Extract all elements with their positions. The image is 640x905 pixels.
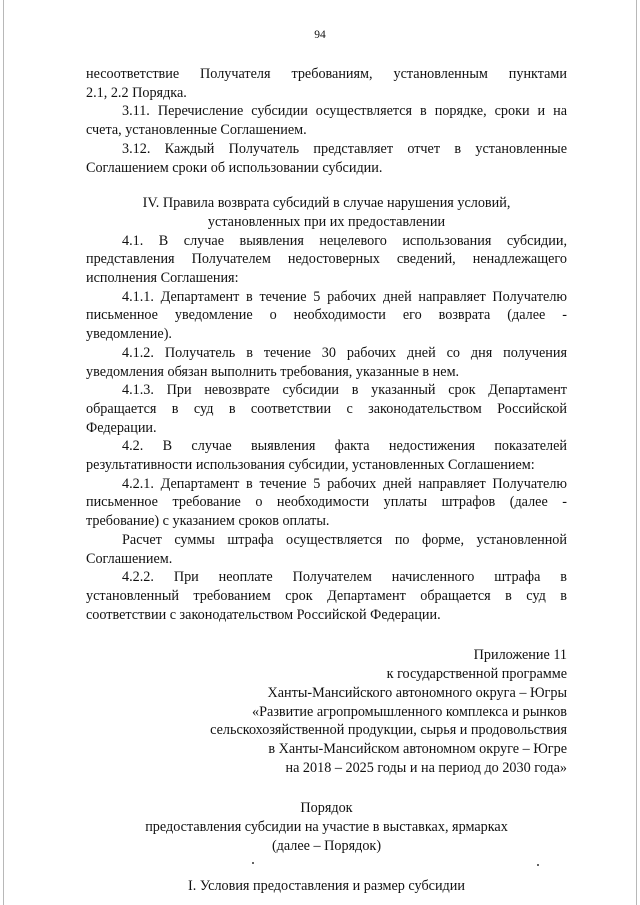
appendix-line: в Ханты-Мансийском автономном округе – Югре bbox=[268, 740, 567, 757]
paragraph-line: исполнения Соглашения: bbox=[86, 270, 239, 287]
paragraph-line: уведомление). bbox=[86, 326, 172, 343]
paragraph-line: соответствии с законодательством Российской Федерации. bbox=[86, 606, 441, 623]
page-number: 94 bbox=[314, 29, 326, 41]
paragraph-line: письменное уведомление о необходимости его возврата (далее - bbox=[86, 307, 567, 324]
order-title: Порядок bbox=[300, 800, 353, 817]
paragraph-line: установленный требованием срок Департамент обращается в суд в bbox=[86, 587, 567, 604]
section-heading-line: IV. Правила возврата субсидий в случае нарушения условий, bbox=[142, 195, 511, 212]
paragraph-line: 4.1.2. Получатель в течение 30 рабочих дней со дня получения bbox=[122, 344, 567, 361]
paragraph-line: 4.2.1. Департамент в течение 5 рабочих дней направляет Получателю bbox=[122, 475, 567, 492]
appendix-line: на 2018 – 2025 годы и на период до 2030 года» bbox=[285, 759, 567, 776]
appendix-line: «Развитие агропромышленного комплекса и рынков bbox=[252, 703, 567, 720]
scan-edge-left bbox=[3, 0, 4, 905]
appendix-line: к государственной программе bbox=[386, 666, 567, 683]
scan-speck bbox=[537, 864, 539, 866]
appendix-block bbox=[86, 646, 567, 777]
paragraph-line: 3.11. Перечисление субсидии осуществляется в порядке, сроки и на bbox=[122, 103, 567, 120]
paragraph-line: 3.12. Каждый Получатель представляет отчет в установленные bbox=[122, 140, 567, 157]
paragraph-line: 4.1.3. При невозврате субсидии в указанный срок Департамент bbox=[122, 382, 567, 399]
paragraph-line: письменное требование о необходимости уплаты штрафов (далее - bbox=[86, 494, 567, 511]
order-subtitle-line: (далее – Порядок) bbox=[271, 837, 382, 854]
appendix-line: сельскохозяйственной продукции, сырья и продовольствия bbox=[210, 722, 567, 739]
paragraph-line: Федерации. bbox=[86, 419, 157, 436]
paragraph-line: 2.1, 2.2 Порядка. bbox=[86, 84, 187, 101]
paragraph-line: требование) с указанием сроков оплаты. bbox=[86, 513, 330, 530]
paragraph-line: 4.2.2. При неоплате Получателем начисленного штрафа в bbox=[122, 569, 567, 586]
paragraph-line: Соглашением. bbox=[86, 550, 173, 567]
paragraph-line: обращается в суд в соответствии с законодательством Российской bbox=[86, 400, 567, 417]
paragraph-line: 4.1.1. Департамент в течение 5 рабочих дней направляет Получателю bbox=[122, 288, 567, 305]
appendix-line: Приложение 11 bbox=[473, 647, 567, 664]
paragraph-line: 4.1. В случае выявления нецелевого использования субсидии, bbox=[122, 232, 567, 249]
paragraph-line: представления Получателем недостоверных сведений, ненадлежащего bbox=[86, 251, 567, 268]
paragraph-line: счета, установленные Соглашением. bbox=[86, 122, 307, 139]
scan-edge-right bbox=[636, 0, 637, 905]
paragraph-line: Соглашением сроки об использовании субсидии. bbox=[86, 159, 383, 176]
paragraph-line: 4.2. В случае выявления факта недостижения показателей bbox=[122, 438, 567, 455]
order-subtitle-line: предоставления субсидии на участие в выставках, ярмарках bbox=[145, 819, 508, 836]
paragraph-line: Расчет суммы штрафа осуществляется по форме, установленной bbox=[122, 531, 567, 548]
section-heading: I. Условия предоставления и размер субсидии bbox=[188, 878, 465, 895]
paragraph-line: несоответствие Получателя требованиям, установленным пунктами bbox=[86, 66, 567, 82]
paragraph-line: уведомления обязан выполнить требования, указанные в нем. bbox=[86, 363, 460, 380]
section-heading-line: установленных при их предоставлении bbox=[207, 213, 446, 230]
document-body bbox=[86, 65, 567, 896]
scan-speck bbox=[252, 862, 254, 864]
appendix-line: Ханты-Мансийского автономного округа – Югры bbox=[267, 684, 567, 701]
paragraph-line: результативности использования субсидии, установленных Соглашением: bbox=[86, 457, 535, 474]
